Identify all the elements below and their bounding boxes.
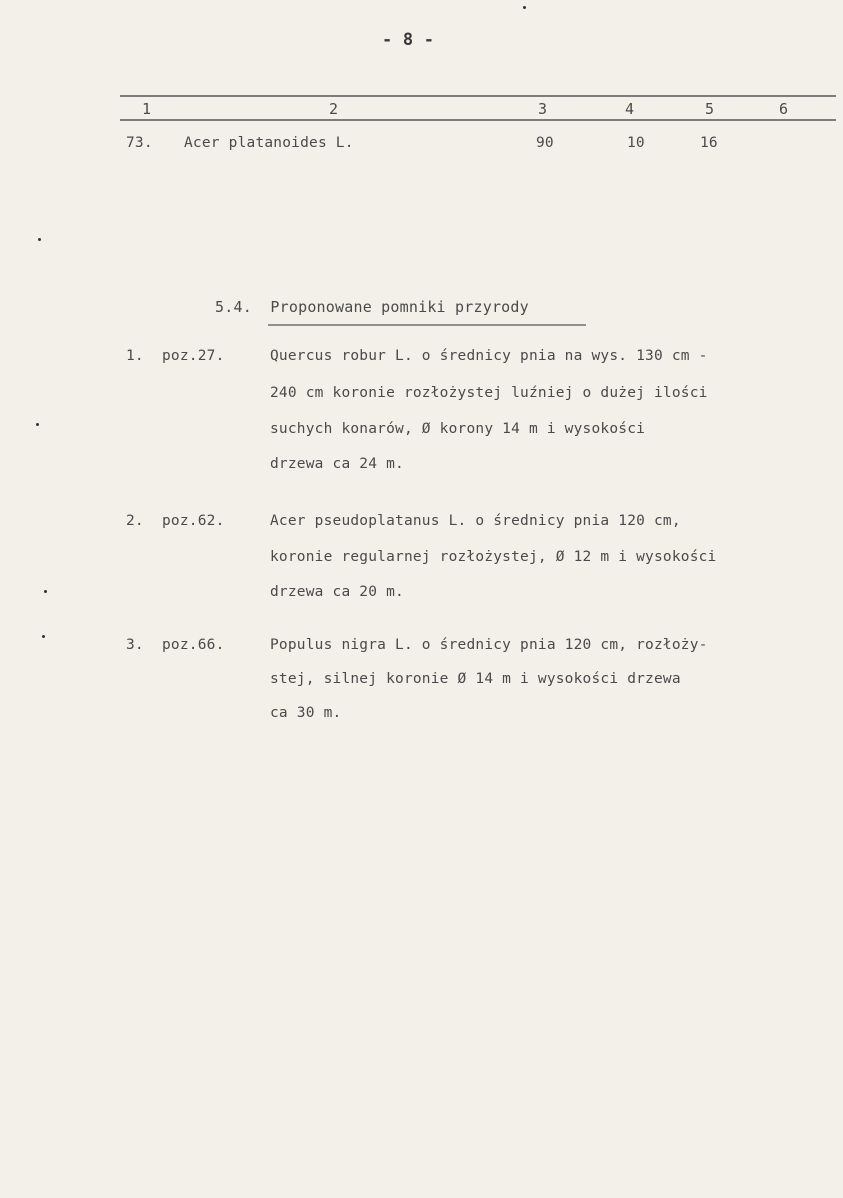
item-number: 1. (126, 348, 144, 364)
column-header: 5 (705, 100, 715, 118)
item-text-line: drzewa ca 20 m. (270, 584, 404, 600)
item-text-line: koronie regularnej rozłożystej, Ø 12 m i wysokości (270, 549, 717, 565)
table-cell: 90 (536, 135, 554, 151)
item-text-line: Acer pseudoplatanus L. o średnicy pnia 120 cm, (270, 513, 681, 529)
column-header: 6 (779, 100, 789, 118)
scan-speck (44, 590, 47, 593)
table-header-rule (120, 119, 836, 121)
section-title: Proponowane pomniki przyrody (270, 298, 529, 316)
table-cell: 10 (627, 135, 645, 151)
scan-speck (38, 238, 41, 241)
item-text-line: suchych konarów, Ø korony 14 m i wysokości (270, 421, 646, 437)
item-number: 3. (126, 637, 144, 653)
item-text-line: 240 cm koronie rozłożystej luźniej o dużej ilości (270, 385, 708, 401)
item-position: poz.27. (162, 348, 225, 364)
item-text-line: stej, silnej koronie Ø 14 m i wysokości drzewa (270, 671, 681, 687)
section-title-underline (268, 324, 586, 326)
item-text-line: Quercus robur L. o średnicy pnia na wys. 130 cm - (270, 348, 708, 364)
item-position: poz.62. (162, 513, 225, 529)
table-row-name: Acer platanoides L. (184, 135, 354, 151)
item-position: poz.66. (162, 637, 225, 653)
item-number: 2. (126, 513, 144, 529)
column-header: 1 (142, 100, 152, 118)
scan-speck (42, 635, 45, 638)
item-text-line: Populus nigra L. o średnicy pnia 120 cm, rozłoży- (270, 637, 708, 653)
section-heading (215, 298, 529, 316)
table-row-number: 73. (126, 135, 153, 151)
scan-speck (523, 6, 526, 9)
item-text-line: drzewa ca 24 m. (270, 456, 404, 472)
section-number: 5.4. (215, 298, 252, 316)
scan-speck (36, 423, 39, 426)
page-number: - 8 - (382, 30, 435, 50)
table-cell: 16 (700, 135, 718, 151)
table-top-rule (120, 95, 836, 97)
column-header: 3 (538, 100, 548, 118)
column-header: 4 (625, 100, 635, 118)
item-text-line: ca 30 m. (270, 705, 342, 721)
column-header: 2 (329, 100, 339, 118)
